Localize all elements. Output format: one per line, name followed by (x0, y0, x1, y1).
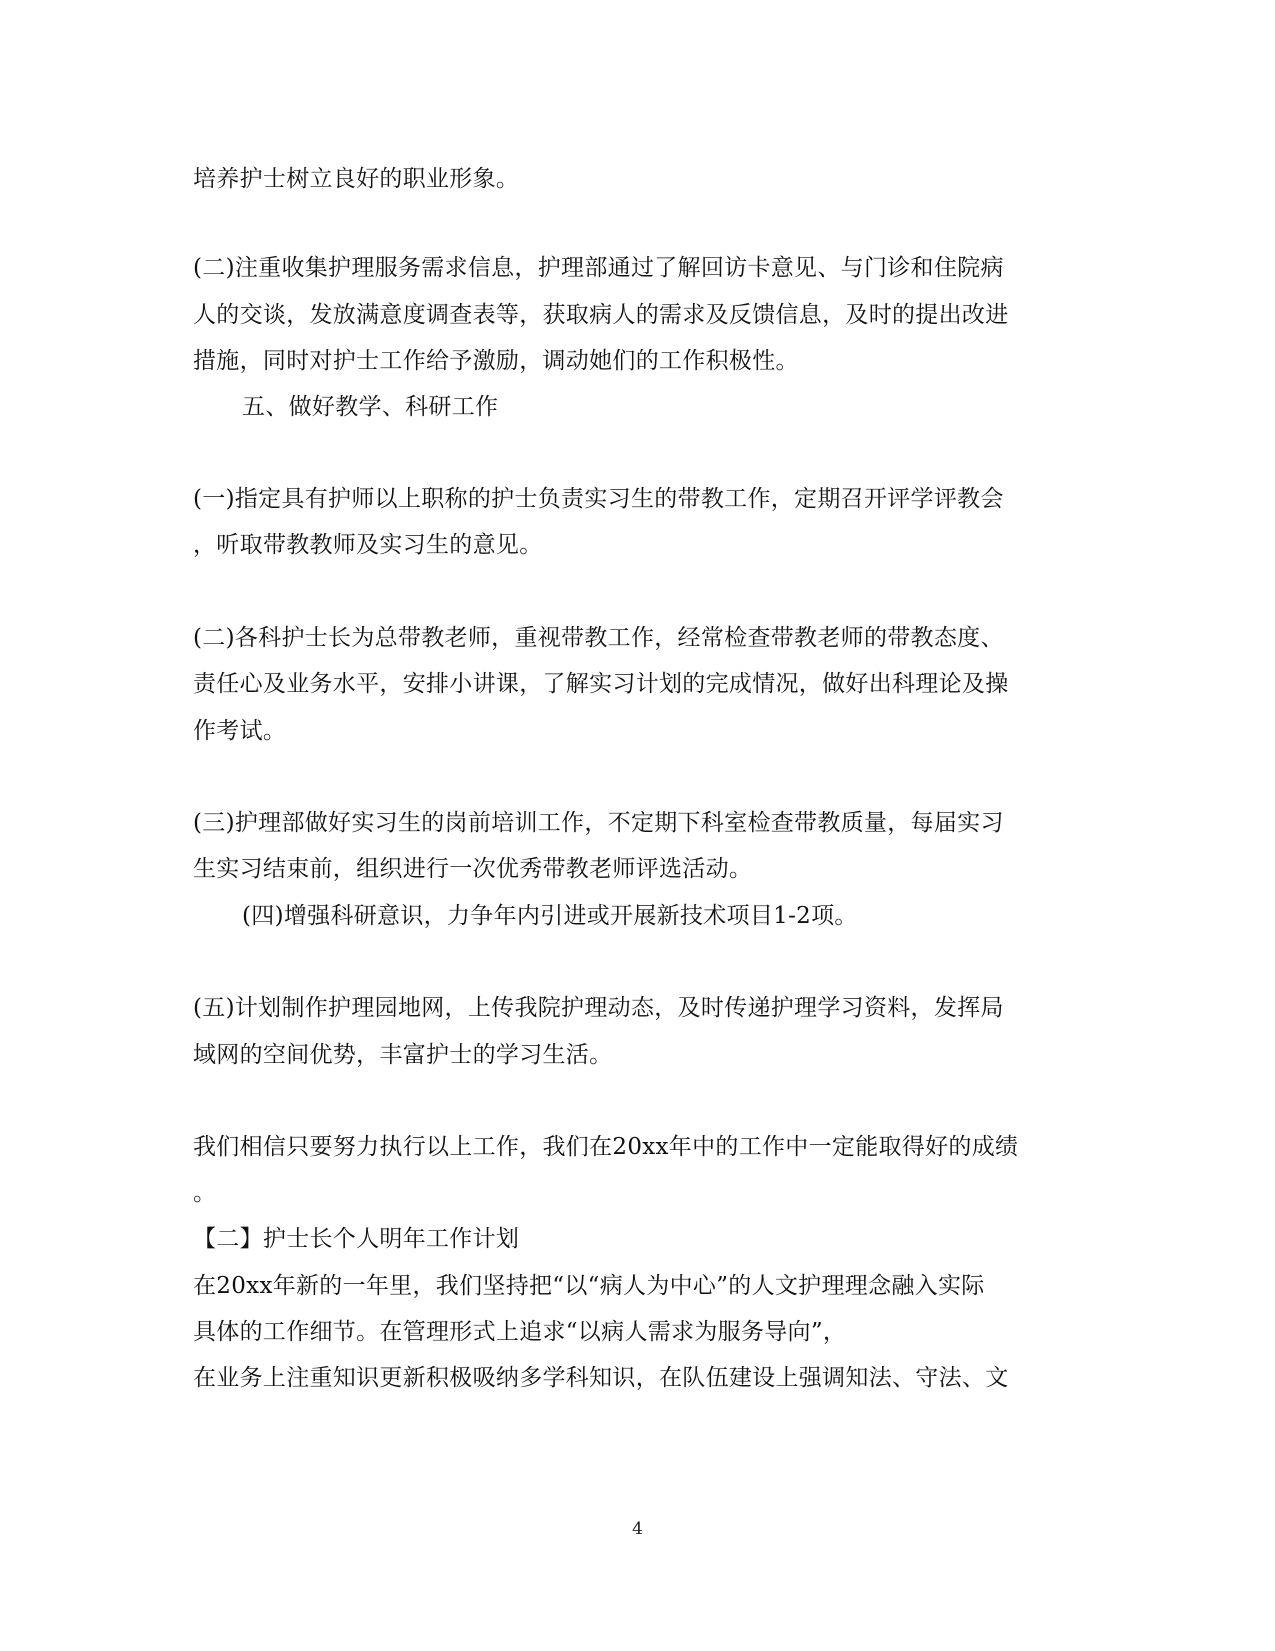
text-line-1: 培养护士树立良好的职业形象。 (193, 166, 520, 192)
text-line-7: ，听取带教教师及实习生的意见。 (193, 532, 543, 558)
text-line-13: (四)增强科研意识，力争年内引进或开展新技术项目1-2项。 (242, 903, 858, 929)
text-line-15: 域网的空间优势，丰富护士的学习生活。 (193, 1042, 613, 1068)
section-heading-two: 【二】护士长个人明年工作计划 (193, 1226, 520, 1252)
text-line-3: 人的交谈，发放满意度调查表等，获取病人的需求及反馈信息，及时的提出改进 (193, 302, 1009, 328)
section-heading-five: 五、做好教学、科研工作 (242, 394, 499, 420)
text-line-19: 在20xx年新的一年里，我们坚持把“以“病人为中心”的人文护理理念融入实际 (193, 1273, 985, 1299)
text-line-6: (一)指定具有护师以上职称的护士负责实习生的带教工作，定期召开评学评教会 (193, 486, 1004, 512)
text-line-12: 生实习结束前，组织进行一次优秀带教老师评选活动。 (193, 856, 753, 882)
text-line-10: 作考试。 (193, 718, 287, 744)
text-line-11: (三)护理部做好实习生的岗前培训工作，不定期下科室检查带教质量，每届实习 (193, 810, 1004, 836)
page-number: 4 (632, 1519, 643, 1539)
text-line-17: 。 (193, 1180, 217, 1206)
text-line-4: 措施，同时对护士工作给予激励，调动她们的工作积极性。 (193, 348, 799, 374)
text-line-21: 在业务上注重知识更新积极吸纳多学科知识，在队伍建设上强调知法、守法、文 (193, 1365, 1009, 1391)
text-line-8: (二)各科护士长为总带教老师，重视带教工作，经常检查带教老师的带教态度、 (193, 625, 1004, 651)
text-line-2: (二)注重收集护理服务需求信息，护理部通过了解回访卡意见、与门诊和住院病 (193, 255, 1004, 281)
text-line-20: 具体的工作细节。在管理形式上追求“以病人需求为服务导向”， (193, 1319, 847, 1345)
text-line-16: 我们相信只要努力执行以上工作，我们在20xx年中的工作中一定能取得好的成绩 (193, 1134, 1019, 1160)
text-line-14: (五)计划制作护理园地网，上传我院护理动态，及时传递护理学习资料，发挥局 (193, 995, 1004, 1021)
text-line-9: 责任心及业务水平，安排小讲课，了解实习计划的完成情况，做好出科理论及操 (193, 671, 1009, 697)
